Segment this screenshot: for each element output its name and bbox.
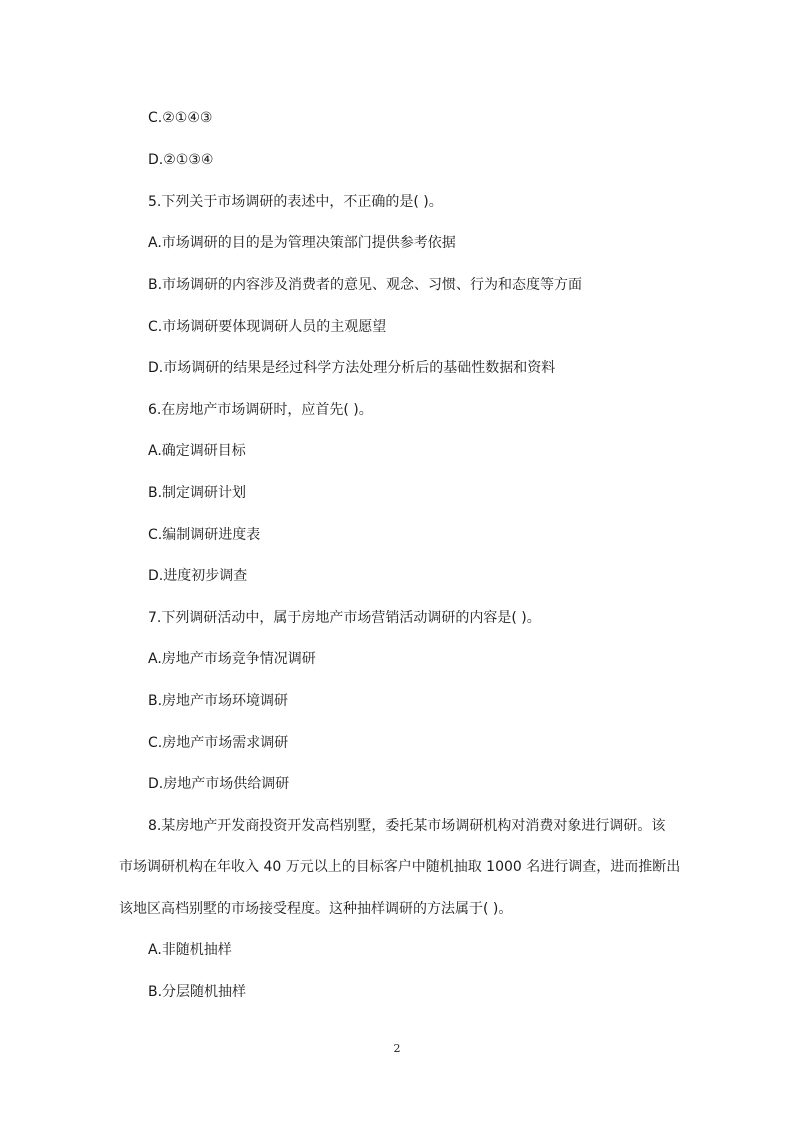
q6-option-d: D.进度初步调查	[148, 568, 248, 584]
page-number: 2	[393, 1042, 401, 1055]
q8-option-b: B.分层随机抽样	[148, 984, 247, 1000]
q5-option-d: D.市场调研的结果是经过科学方法处理分析后的基础性数据和资料	[148, 360, 556, 376]
q5-stem: 5.下列关于市场调研的表述中，不正确的是( )。	[148, 194, 443, 210]
q7-option-d: D.房地产市场供给调研	[148, 776, 290, 792]
q6-option-c: C.编制调研进度表	[148, 527, 261, 543]
q4-option-d: D.②①③④	[148, 152, 214, 168]
q6-stem: 6.在房地产市场调研时，应首先( )。	[148, 402, 373, 418]
q8-stem-line-3: 该地区高档别墅的市场接受程度。这种抽样调研的方法属于( )。	[119, 901, 513, 917]
q6-option-b: B.制定调研计划	[148, 485, 247, 501]
q5-option-c: C.市场调研要体现调研人员的主观愿望	[148, 319, 387, 335]
q7-stem: 7.下列调研活动中，属于房地产市场营销活动调研的内容是( )。	[148, 610, 541, 626]
q7-option-b: B.房地产市场环境调研	[148, 693, 289, 709]
q5-option-a: A.市场调研的目的是为管理决策部门提供参考依据	[148, 235, 456, 251]
q8-stem-line-2: 市场调研机构在年收入 40 万元以上的目标客户中随机抽取 1000 名进行调查，进而推断出	[119, 859, 681, 875]
q4-option-c: C.②①④③	[148, 110, 213, 126]
q7-option-c: C.房地产市场需求调研	[148, 735, 289, 751]
q5-option-b: B.市场调研的内容涉及消费者的意见、观念、习惯、行为和态度等方面	[148, 277, 583, 293]
q7-option-a: A.房地产市场竞争情况调研	[148, 651, 316, 667]
q6-option-a: A.确定调研目标	[148, 443, 246, 459]
q8-option-a: A.非随机抽样	[148, 942, 232, 958]
q8-stem-line-1: 8.某房地产开发商投资开发高档别墅，委托某市场调研机构对消费对象进行调研。该	[148, 818, 666, 834]
